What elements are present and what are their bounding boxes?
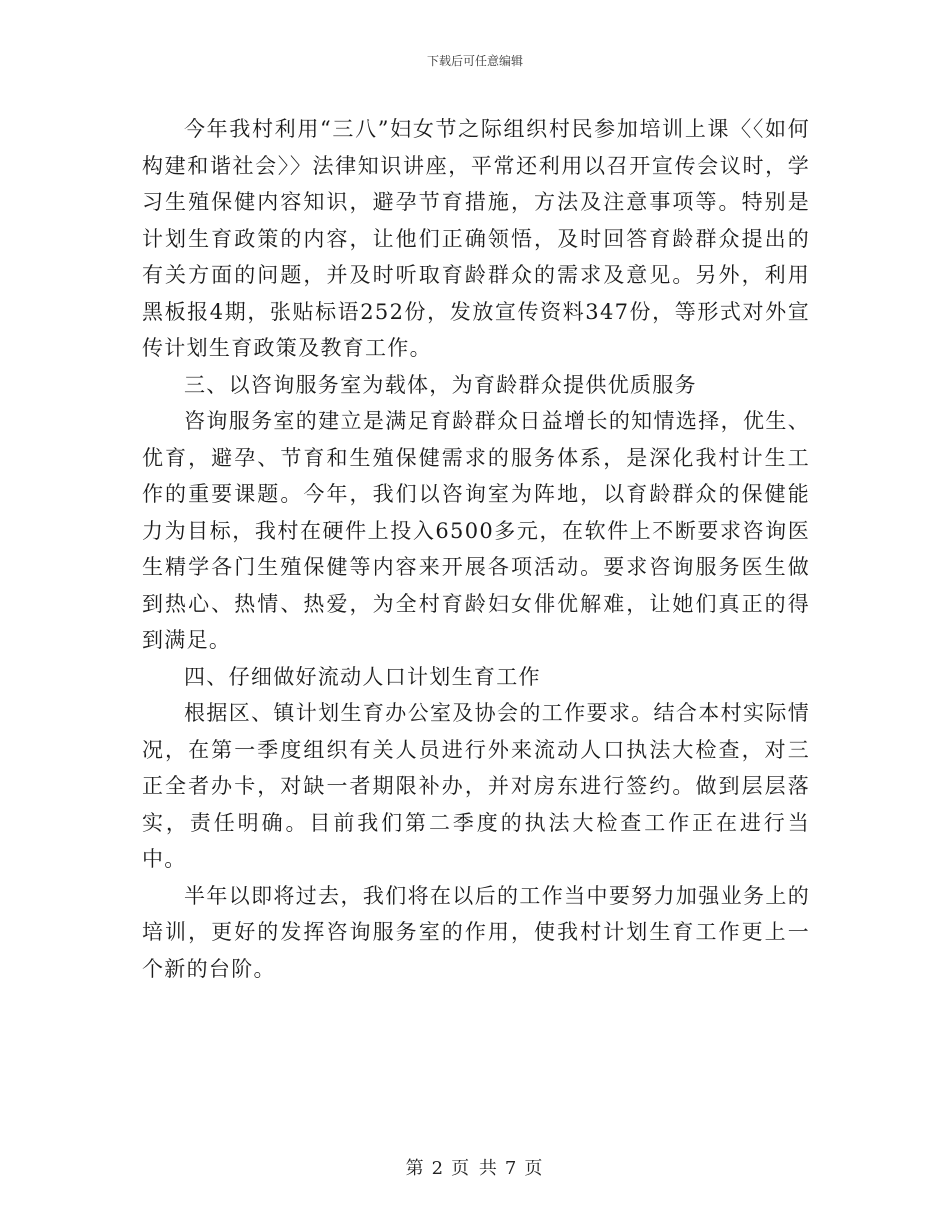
page-footer (0, 1154, 950, 1180)
total-page-count: 7 (504, 1158, 519, 1179)
section-heading-three: 三、以咨询服务室为载体，为育龄群众提供优质服务 (184, 372, 697, 397)
document-body (142, 111, 810, 987)
paragraph-consulting-room: 咨询服务室的建立是满足育龄群众日益增长的知情选择，优生、优育，避孕、节育和生殖保健需求的服务体系，是深化我村计生工作的重要课题。今年，我们以咨询室为阵地，以育龄群众的保健能力为目标，我村在硬件上投入6500多元，在软件上不断要求咨询医生精学各门生殖保健等内容来开展各项活动。要求咨询服务医生做到热心、热情、热爱，为全村育龄妇女俳优解难，让她们真正的得到满足。 (142, 409, 810, 652)
current-page-number: 2 (431, 1158, 446, 1179)
paragraph-conclusion: 半年以即将过去，我们将在以后的工作当中要努力加强业务上的培训，更好的发挥咨询服务室的作用，使我村计划生育工作更上一个新的台阶。 (142, 883, 810, 981)
paragraph-training: 今年我村利用“三八”妇女节之际组织村民参加培训上课〈〈如何构建和谐社会〉〉法律知识讲座，平常还利用以召开宣传会议时，学习生殖保健内容知识，避孕节育措施，方法及注意事项等。特别是计划生育政策的内容，让他们正确领悟，及时回答育龄群众提出的有关方面的问题，并及时听取育龄群众的需求及意见。另外，利用黑板报4期，张贴标语252份，发放宣传资料347份，等形式对外宣传计划生育政策及教育工作。 (142, 117, 810, 360)
page-header: 下载后可任意编辑 (426, 54, 523, 68)
page-mid: 页 共 (451, 1158, 499, 1179)
page-prefix: 第 (405, 1158, 426, 1179)
section-heading-four: 四、仔细做好流动人口计划生育工作 (184, 664, 541, 689)
page-suffix: 页 (524, 1158, 545, 1179)
paragraph-floating-population: 根据区、镇计划生育办公室及协会的工作要求。结合本村实际情况，在第一季度组织有关人员进行外来流动人口执法大检查，对三正全者办卡，对缺一者期限补办，并对房东进行签约。做到层层落实，责任明确。目前我们第二季度的执法大检查工作正在进行当中。 (142, 701, 810, 871)
